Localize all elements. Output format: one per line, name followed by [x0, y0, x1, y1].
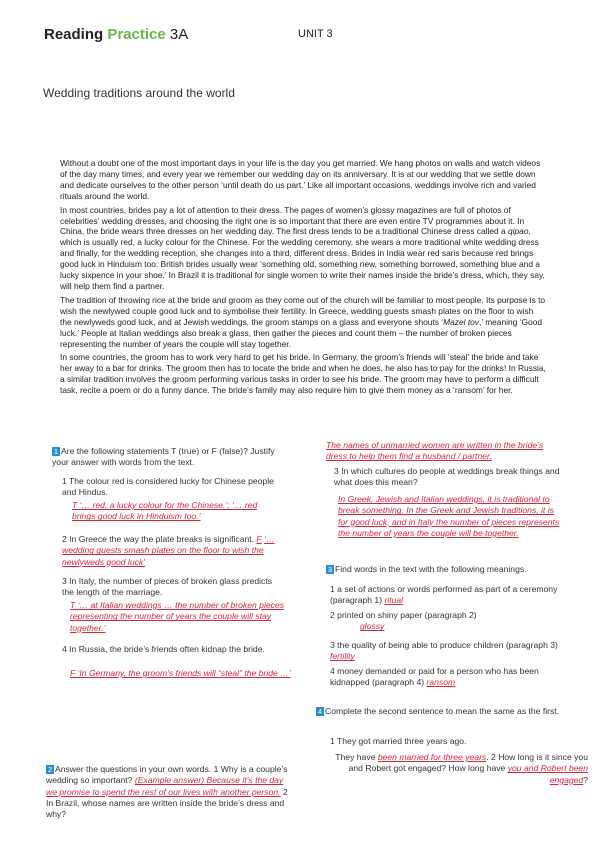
answer-text: T ‘… red, a lucky colour for the Chinese.’; ‘… red brings good luck in Hinduism too.’: [72, 500, 258, 522]
exercise-instruction: Find words in the text with the following meanings.: [335, 564, 527, 574]
meaning-1: [330, 584, 562, 607]
sentence-answer: you and Robert been engaged: [507, 763, 588, 785]
answer-text: The names of unmarried women are written in the bride’s dress to help them find a husband / partner.: [326, 440, 544, 462]
question-text: 2 In Brazil, whose names are written inside the bride’s dress and why?: [46, 786, 288, 820]
sentence-1: 1 They got married three years ago.: [330, 736, 467, 746]
p3-text-b: ,’ meaning ‘Good luck.’ People at Italian weddings also break a glass, then gather the pieces and count them – the number of broken pieces representing the number of years the couple will stay together.: [60, 316, 543, 349]
exercise-number: 1: [53, 447, 59, 456]
meaning-answer: fertility: [330, 651, 355, 662]
paragraph-3: [60, 295, 546, 350]
exercise-2: [46, 764, 290, 820]
meaning-answer: ritual: [384, 595, 404, 606]
answer-1: [72, 500, 280, 523]
meaning-answer: ransom: [426, 677, 456, 688]
question-1: 1 The colour red is considered lucky for Chinese people and Hindus.: [62, 476, 274, 498]
answer-3: [70, 600, 292, 634]
meaning-text: 2 printed on shiny paper (paragraph 2): [330, 610, 477, 620]
exercise-4: [316, 706, 566, 717]
qipao-word: qipao: [508, 226, 529, 237]
question-4: 4 In Russia, the bride’s friends often kidnap the bride.: [62, 644, 265, 654]
paragraph-4: In some countries, the groom has to work very hard to get his bride. In Germany, the groom’s friends will ‘steal’ the bride and take her away to a bar for drinks. The groom then has to locate the bride and when he does, he also has to pay for the drinks! In Russia, a similar tradition involves the groom performing various tasks in order to see his bride. The groom may have to perform a difficult task, recite a poem or do a funny dance. The bride’s family may also require him to give them money as a ‘ransom’ for her.: [60, 352, 546, 396]
exercise-1: [52, 446, 292, 469]
sentence-text: ?: [583, 774, 588, 785]
exercise-2-question-3: 3 In which cultures do people at weddings break things and what does this mean?: [334, 466, 560, 488]
paragraph-1: Without a doubt one of the most important days in your life is the day you get married. We hang photos on walls and watch videos of the day many times, and every year we remember our wedding day on its anniversary. It is at our wedding that we settle down and dedicate ourselves to the other person ‘until death do us part.’ Like all important occasions, weddings involve rich and varied rituals around the world.: [60, 158, 541, 201]
exercise-2-answer-3: [338, 494, 562, 539]
sentence-1-rewrite: [330, 752, 588, 786]
question-text: 2 In Greece the way the plate breaks is significant.: [62, 534, 255, 544]
article: [60, 158, 546, 399]
question-3: 3 In Italy, the number of pieces of broken glass predicts the length of the marriage.: [62, 576, 273, 598]
exercise-instruction: Are the following statements T (true) or F (false)? Justify your answer with words from the text.: [52, 446, 275, 468]
p2-text-b: , which is usually red, a lucky colour for the Chinese. For the wedding ceremony, she wears a more traditional white wedding dress and finally, for the wedding reception, she changes into a third, different dress. Brides in India wear red saris because red brings good luck in Hinduism too. British brides usually wear ‘something old, something new, something borrowed, something blue and a lucky sixpence in your shoe.’ In Brazil it is traditional for single women to write their names inside the bride’s dress, which, they say, will help them find a partner.: [60, 226, 545, 291]
header-title: [44, 26, 188, 43]
level-label: 3A: [169, 26, 189, 43]
meaning-3: [330, 640, 562, 663]
meaning-text: 1 a set of actions or words performed as part of a ceremony (paragraph 1): [330, 584, 558, 606]
meaning-text: 3 the quality of being able to produce children (paragraph 3): [330, 640, 558, 650]
exercise-2-answer-2: [326, 440, 566, 463]
exercise-number: 3: [327, 565, 333, 574]
reading-label: Reading: [44, 26, 104, 43]
answer-text: ‘… wedding guests smash plates on the floor to wish the newlyweds good luck’: [62, 534, 275, 567]
meaning-4: [330, 666, 562, 689]
exercise-instruction: Answer the questions in your own words. 1 Why is a couple’s wedding so important?: [46, 764, 288, 786]
meaning-answer: glossy: [360, 621, 385, 632]
page-title: Wedding traditions around the world: [43, 86, 235, 100]
unit-label: UNIT 3: [298, 28, 333, 40]
exercise-number: 4: [317, 707, 323, 716]
sentence-answer: been married for three years: [377, 752, 487, 762]
practice-label: Practice: [107, 26, 166, 43]
sentence-text: They have: [335, 752, 376, 762]
answer-4: [70, 668, 292, 679]
exercise-number: 2: [47, 765, 53, 774]
answer-letter: F: [256, 534, 262, 544]
meaning-2: [330, 610, 562, 633]
meaning-text: 4 money demanded or paid for a person who has been kidnapped (paragraph 4): [330, 666, 539, 688]
answer-text: (Example answer) Because it’s the day we promise to spend the rest of our lives with another person.: [46, 775, 284, 797]
exercise-instruction: Complete the second sentence to mean the same as the first.: [325, 706, 560, 716]
exercise-3: [326, 564, 566, 575]
answer-text: In Greek, Jewish and Italian weddings, it is traditional to break something. In the Greek and Jewish traditions, it is for good luck, and in Italy the number of pieces represents the number of years the couple will be together.: [338, 494, 560, 538]
mazeltov-word: Mazel tov: [443, 316, 479, 327]
p2-text-a: In most countries, brides pay a lot of attention to their dress. The pages of women’s glossy magazines are full of photos of celebrities’ wedding dresses, and choosing the right one is so important that there are even entire TV programmes about it. In China, the bride wears three dresses on her wedding day. The first dress tends to be a traditional Chinese dress called a: [60, 204, 525, 237]
question-2: [62, 534, 290, 568]
sentence-text: . 2 How long is it since you and Robert got engaged? How long have: [348, 752, 588, 774]
p3-text-a: The tradition of throwing rice at the bride and groom as they come out of the church will be familiar to most people. Its purpose is to wish the newlywed couple good luck and to symbolise their fertility. In Greece, wedding guests smash plates on the floor to wish the newlyweds good luck, and at Jewish weddings, the groom stamps on a glass and everyone shouts ‘: [60, 294, 546, 327]
answer-text: T ‘… at Italian weddings … the number of broken pieces representing the number of years the couple will stay together.’: [70, 600, 285, 633]
paragraph-2: [60, 205, 546, 292]
answer-text: F ‘In Germany, the groom’s friends will “steal” the bride …’: [70, 668, 291, 678]
